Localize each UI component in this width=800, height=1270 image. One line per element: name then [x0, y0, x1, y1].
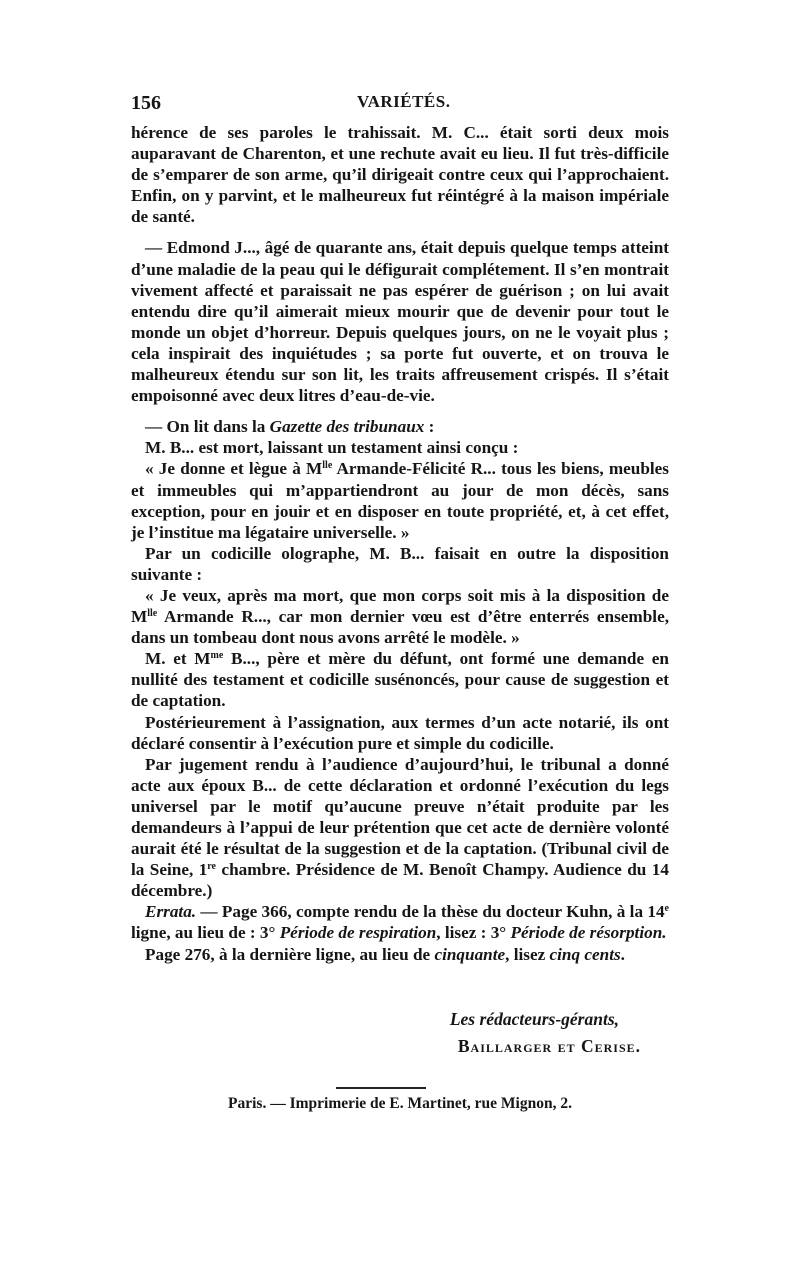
- paragraph-continuation: hérence de ses paroles le trahissait. M. C... était sorti deux mois auparavant de Charenton, et une rechute avait eu lieu. Il fut très-difficile de s’emparer de son arme, qu’il dirigeait contre ceux qui l’approchaient. Enfin, on y parvint, et le malheureux fut réintégré à la maison impériale de santé.: [131, 123, 669, 227]
- page-header: [131, 92, 669, 122]
- divider-rule: [336, 1087, 426, 1089]
- paragraph-codicil-quote: [131, 585, 669, 648]
- text-run: Armande-Félicité R... tous les biens, meubles et immeubles qui m’appartiendront au jour de mon décès, sans exception, pour en jouir et en disposer en toute propriété, et, à cet effet, je l’institue ma légataire universelle. »: [131, 459, 669, 542]
- superscript: lle: [322, 460, 333, 472]
- paragraph-parents: [131, 648, 669, 711]
- superscript: lle: [147, 608, 158, 620]
- italic-run: cinquante: [434, 944, 506, 964]
- text-run: — Page 366, compte rendu de la thèse du docteur Kuhn, à la 14: [196, 902, 665, 922]
- errata-label: Errata.: [145, 902, 197, 922]
- signature-names: Baillarger et Cerise.: [457, 1035, 641, 1056]
- text-run: « Je donne et lègue à M: [145, 459, 323, 479]
- page-number: 156: [131, 92, 161, 114]
- italic-run: Période de respiration: [279, 923, 437, 943]
- text-run: « Je veux, après ma mort, que mon corps soit mis à la disposition de M: [131, 585, 669, 627]
- text-run: Par jugement rendu à l’audience d’aujourd’hui, le tribunal a donné acte aux époux B... de cette déclaration et ordonné l’exécution du legs universel par le motif qu’aucune preuve n’était produite par les demandeurs à l’appui de leur prétention que cet acte de dernière volonté aurait été le résultat de la suggestion et de la captation. (Tribunal civil de la Seine, 1: [131, 754, 669, 880]
- text-run: — On lit dans la: [145, 417, 270, 437]
- paragraph-codicil: Par un codicille olographe, M. B... faisait en outre la disposition suivante :: [131, 543, 669, 584]
- text-run: chambre. Présidence de M. Benoît Champy. Audience du 14 décembre.): [131, 860, 669, 901]
- text-run: , lisez : 3°: [436, 923, 511, 943]
- printer-imprint: Paris. — Imprimerie de E. Martinet, rue Mignon, 2.: [228, 1094, 572, 1112]
- spacer: [131, 406, 669, 416]
- text-run: Page 276, à la dernière ligne, au lieu de: [145, 944, 435, 964]
- text-run: .: [620, 944, 625, 964]
- superscript: e: [664, 903, 669, 915]
- signature-block: [131, 1009, 669, 1057]
- body-text: [131, 122, 669, 965]
- text-run: , lisez: [505, 944, 550, 964]
- superscript: re: [207, 861, 216, 873]
- paragraph-errata: [131, 901, 669, 943]
- paragraph-legacy-quote: [131, 458, 669, 542]
- text-run: Armande R..., car mon dernier vœu est d’être enterrés ensemble, dans un tombeau dont nous avons arrêté le modèle. »: [131, 607, 669, 648]
- spacer: [131, 227, 669, 237]
- running-title: VARIÉTÉS.: [357, 92, 451, 111]
- paragraph-testament: M. B... est mort, laissant un testament ainsi conçu :: [145, 438, 519, 458]
- text-run: ligne, au lieu de : 3°: [131, 923, 280, 943]
- text-run: B..., père et mère du défunt, ont formé une demande en nullité des testament et codicille susénoncés, pour cause de suggestion et de captation.: [131, 649, 669, 711]
- paragraph-edmond: — Edmond J..., âgé de quarante ans, était depuis quelque temps atteint d’une maladie de la peau qui le défigurait complétement. Il s’en montrait vivement affecté et paraissait ne pas espérer de guérison ; on lui avait entendu dire qu’il aimerait mieux mourir que de devenir pour tout le monde un objet d’horreur. Depuis quelques jours, on ne le voyait plus ; cela inspirait des inquiétudes ; sa porte fut ouverte, et on trouva le malheureux étendu sur son lit, les traits affreusement crispés. Il s’était empoisonné avec deux litres d’eau-de-vie.: [131, 238, 669, 406]
- paragraph-assignation: Postérieurement à l’assignation, aux termes d’un acte notarié, ils ont déclaré consentir à l’exécution pure et simple du codicille.: [131, 712, 669, 753]
- italic-run: Période de résorption.: [510, 923, 667, 943]
- paragraph-errata-page-276: [131, 944, 669, 965]
- text-run: M. et M: [145, 649, 211, 669]
- text-run: :: [424, 417, 435, 437]
- paragraph-judgment: [131, 754, 669, 902]
- superscript: me: [210, 650, 224, 662]
- paragraph-gazette: [131, 416, 669, 437]
- signature-title: Les rédacteurs-gérants,: [449, 1008, 619, 1029]
- italic-run: cinq cents: [549, 944, 621, 964]
- publication-title: Gazette des tribunaux: [269, 417, 425, 437]
